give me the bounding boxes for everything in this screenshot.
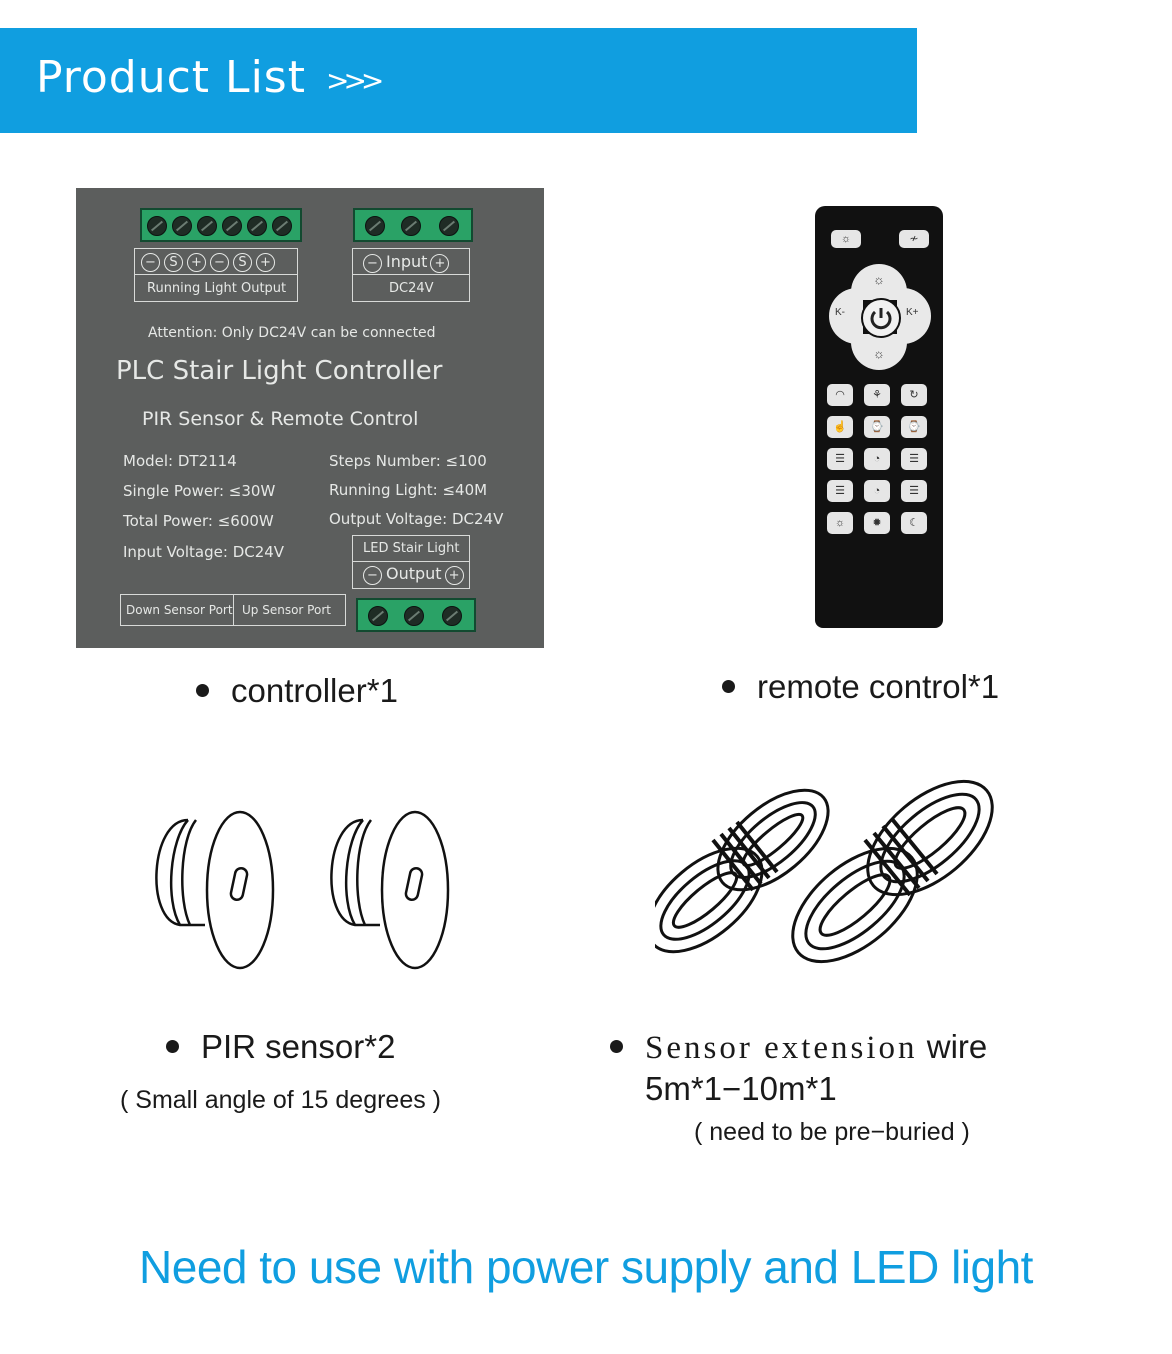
pir-sensor-illustration [140,810,460,980]
brightness-up-button: ☼ [851,264,907,300]
output-symbol-box [134,248,298,302]
gauge-icon: ◔ [864,448,890,470]
input-label: Input [386,252,428,271]
brightness-down-button: ☼ [851,334,907,370]
moon-icon: ☾ [901,512,927,534]
arc-icon: ◠ [827,384,853,406]
running-light-output-label: Running Light Output [147,281,287,296]
k-plus-button: K+ [897,288,931,344]
terminal-symbol: − [210,253,229,272]
sun-icon: ☼ [831,230,861,248]
extension-wire-illustration [655,770,1000,975]
spec-left: Model: DT2114 [123,452,237,470]
list-icon: ☰ [827,448,853,470]
sensor-icon: ≁ [899,230,929,248]
led-output-box: LED Stair Light − Output + [352,535,470,589]
timer-icon: ⌚ [901,416,927,438]
input-voltage-label: DC24V [389,281,434,296]
sun-bright-icon: ✹ [864,512,890,534]
list-icon: ☰ [827,480,853,502]
input-terminal-block [353,208,473,242]
controller-item-label: controller*1 [196,672,398,710]
sensor-port-box [120,594,346,626]
wire-note: ( need to be pre−buried ) [694,1118,970,1146]
output-terminal-block [140,208,302,242]
title-arrows: >>> [326,64,379,97]
up-sensor-port-label: Up Sensor Port [242,603,331,617]
controller-subtitle: PIR Sensor & Remote Control [142,408,419,430]
spec-left: Single Power: ≤30W [123,482,276,500]
led-stair-light-label: LED Stair Light [363,541,460,556]
footer-note: Need to use with power supply and LED light [139,1241,1033,1293]
page-title: Product List [36,52,306,103]
terminal-symbol: S [233,253,252,272]
terminal-symbol: S [164,253,183,272]
sensor-terminal-block [356,598,476,632]
attention-text: Attention: Only DC24V can be connected [148,325,436,341]
k-minus-button: K- [829,288,863,344]
terminal-symbol: + [256,253,275,272]
terminal-symbol: + [187,253,206,272]
pir-item-label: PIR sensor*2 [166,1028,395,1066]
pir-sensor-icon [156,812,273,968]
spec-left: Input Voltage: DC24V [123,543,285,561]
input-box: − Input + DC24V [352,248,470,302]
controller-title: PLC Stair Light Controller [116,356,443,386]
power-icon [861,298,901,338]
timer-icon: ⌚ [864,416,890,438]
spec-right: Output Voltage: DC24V [329,510,504,528]
wire-item-label: Sensor extension wire [610,1028,987,1067]
spec-right: Steps Number: ≤100 [329,452,487,470]
list-icon: ☰ [901,448,927,470]
walk-icon: ⚘ [864,384,890,406]
sun-icon: ☼ [827,512,853,534]
wire-coil-icon [655,772,845,972]
remote-item-label: remote control*1 [722,668,999,706]
gauge-icon: ◔ [864,480,890,502]
hand-icon: ☝ [827,416,853,438]
wire-length-label: 5m*1−10m*1 [645,1070,837,1107]
down-sensor-port-label: Down Sensor Port [126,603,233,617]
spec-left: Total Power: ≤600W [123,512,274,530]
pir-note: ( Small angle of 15 degrees ) [120,1086,442,1114]
remote-control-image [815,206,943,628]
refresh-icon: ↻ [901,384,927,406]
led-output-label: Output [386,564,442,583]
terminal-symbol: − [141,253,160,272]
spec-right: Running Light: ≤40M [329,481,488,499]
list-icon: ☰ [901,480,927,502]
controller-image [76,188,544,648]
